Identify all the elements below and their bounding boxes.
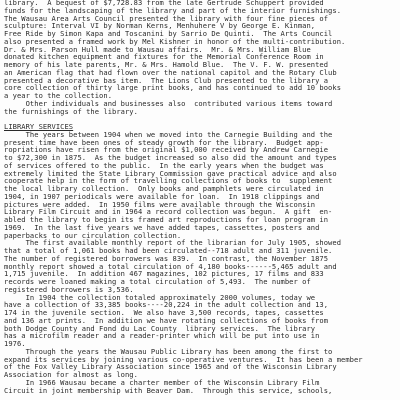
text-line: The Wausau Area Arts Council presented the library with four fine pieces of <box>4 13 329 23</box>
text-line: pictures were added. In 1950 films were available through the Wisconsin <box>4 199 316 209</box>
text-line: In 1904 the collection totaled approximately 2000 volumes, today we <box>4 292 316 302</box>
section-heading-library-services: LIBRARY SERVICES <box>4 122 74 131</box>
text-line: an American flag that had flown over the national capitol and the Rotary Club <box>4 67 337 77</box>
text-line: a year to the collection. <box>4 91 113 100</box>
text-line: 174 in the juvenile section. We also have 3,500 records, tapes, cassettes <box>4 308 324 317</box>
text-line: Dr. & Mrs. Parson Hull made to Wausau affairs. Mr. & Mrs. William Blue <box>4 44 311 54</box>
text-line: extremely limited the State Library Commission gave practical advice and also <box>4 168 337 178</box>
text-line: library. A bequest of $7,728.83 from the late Gertrude Schuppert provided <box>4 0 324 7</box>
text-line: The number of registered borrowers was 839. In contrast, the November 1875 <box>4 253 329 263</box>
text-line: have a collection of 33,385 books----20,224 in the adult collection and 13, <box>4 300 329 310</box>
text-line: records were loaned making a total circulation of 5,493. The number of <box>4 277 311 286</box>
text-line: Free Ride by Simon Kapa and Toscanini by Sarrio De Quinti. The Arts Council <box>4 29 333 38</box>
text-line: donated kitchen equipment and fixtures for the Memorial Conference Room in <box>4 52 324 62</box>
text-line: cooperate help in the form of travelling collections of books to supplement <box>4 176 333 186</box>
text-line: also presented a framed work by Mel Kishner in honor of the multi-contribution. <box>4 36 346 46</box>
text-line: 1,715 juvenile. In addition 467 magazines, 102 pictures, 17 films and 833 <box>4 269 324 279</box>
text-line: and 136 art prints. In addition we have rotating collections of books from <box>4 315 329 325</box>
text-line: Library Film Circuit and in 1964 a record collection was begun. A gift en- <box>4 207 333 217</box>
text-line: Through the years the Wausau Public Library has been among the first to <box>4 346 333 356</box>
text-line: to $72,300 in 1875. As the budget increased so also did the amount and types <box>4 153 337 162</box>
text-line: the furnishings of the library. <box>4 106 138 116</box>
text-line: funds for the landscaping of the library and part of the interior furnishings. <box>4 5 342 15</box>
text-line: paperbacks to our circulation collection. <box>4 230 182 240</box>
text-line: Circuit in joint membership with Beaver Dam. Through this service, schools, <box>4 385 333 395</box>
text-line: the local library collection. Only books and pamphlets were circulated in <box>4 184 324 193</box>
text-line: Other individuals and businesses also contributed various items toward <box>4 98 333 108</box>
text-line: monthly report showed a total circulation of 4,180 books------5,465 adult and <box>4 261 337 271</box>
text-line: abled the library to begin its framed art reproductions for loan program in <box>4 215 329 224</box>
text-line: has a microfilm reader and a reader-printer which will be put into use in <box>4 331 320 341</box>
text-line: 1969. In the last five years we have added tapes, cassettes, posters and <box>4 222 320 232</box>
text-line: both Dodge County and Fond du Lac County library services. The library <box>4 323 316 333</box>
text-line: sculpture: Interval VI by Norman Kerns, Menhuhere V by George E. Kinman, <box>4 21 316 31</box>
text-line: memory of his late parents, Mr. & Mrs. Hamold Blue. The V. F. W. presented <box>4 60 329 69</box>
text-line: registered borrowers is 3,536. <box>4 284 134 294</box>
text-line: 1904, in 1907 periodicals were available for loan. In 1918 clippings and <box>4 191 320 201</box>
text-line: Association for almost as long. <box>4 370 138 379</box>
text-line: In 1966 Wausau became a charter member of the Wisconsin Library Film <box>4 377 320 387</box>
text-line: present time have been ones of steady growth for the library. Budget app- <box>4 137 324 147</box>
text-line: of the Fox Valley Library Association since 1965 and of the Wisconsin Library <box>4 362 337 372</box>
text-line: The years between 1904 when we moved into the Carnegie Building and the <box>4 129 333 139</box>
text-line: expand its services by joining various co-operative ventures. It has been a member <box>4 354 363 364</box>
text-line: The first available monthly report of the librarian for July 1905, showed <box>4 238 342 248</box>
text-line: ropriations have risen from the original $1,000 received by Andrew Carnegie <box>4 145 329 155</box>
text-line: presented a decorative bas item. The Lions Club presented to the library a <box>4 75 329 85</box>
text-line: core collection of thirty large print books, and has continued to add 10 books <box>4 83 342 93</box>
text-line: that a total of 1,061 books had been circulated--718 adult and 311 juvenile. <box>4 246 333 255</box>
text-line: 1976. <box>4 339 26 348</box>
text-line: of services offered to the public. In the early years when the budget was <box>4 160 324 170</box>
